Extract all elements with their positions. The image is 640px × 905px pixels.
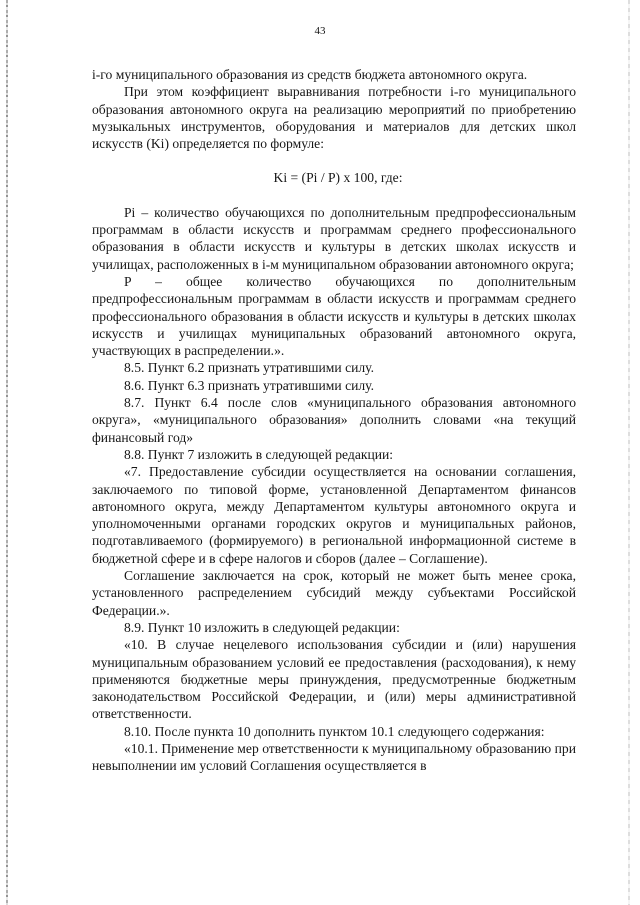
- scan-edge-left: [6, 0, 8, 905]
- paragraph-pi-definition: Pi – количество обучающихся по дополнительным предпрофессиональным программам в области искусств и программам среднего профессионального образования в области искусств и культуры в детских школах искусств и училищах, расположенных в i-м муниципальном образовании автономного округа;: [92, 204, 576, 272]
- scan-edge-right: [628, 0, 630, 905]
- paragraph-8-8: 8.8. Пункт 7 изложить в следующей редакции:: [124, 446, 394, 462]
- paragraph-clause-10: «10. В случае нецелевого использования субсидии и (или) нарушения муниципальным образованием условий ее предоставления (расходования), к нему применяются бюджетные меры принуждения, предусмотренные бюджетным законодательством Российской Федерации, и (или) меры административной ответственности.: [92, 637, 576, 722]
- paragraph-8-5: 8.5. Пункт 6.2 признать утратившими силу.: [124, 360, 375, 376]
- paragraph-8-6: 8.6. Пункт 6.3 признать утратившими силу.: [124, 377, 375, 393]
- paragraph-clause-7: «7. Предоставление субсидии осуществляется на основании соглашения, заключаемого по типовой форме, установленной Департаментом финансов автономного округа, между Департаментом культуры автономного округа и уполномоченными органами городских округов и муниципальных районов, подготавливаемого (формируемого) в региональной информационной системе в бюджетной сфере и в сфере налогов и сборов (далее – Соглашение).: [92, 464, 576, 566]
- paragraph-clause-10-1: «10.1. Применение мер ответственности к муниципальному образованию при невыполнении им условий Соглашения осуществляется в: [92, 740, 576, 774]
- paragraph-continuation: i-го муниципального образования из средств бюджета автономного округа.: [92, 67, 528, 82]
- paragraph-8-7: 8.7. Пункт 6.4 после слов «муниципального образования автономного округа», «муниципального образования» дополнить словами «на текущий финансовый год»: [92, 395, 576, 445]
- page-number: 43: [314, 25, 326, 37]
- paragraph-8-9: 8.9. Пункт 10 изложить в следующей редакции:: [124, 619, 400, 635]
- formula: Ki = (Pi / P) х 100, где:: [273, 170, 403, 186]
- document-body: [92, 66, 576, 775]
- paragraph-agreement-term: Соглашение заключается на срок, который не может быть менее срока, установленного распределением субсидий между субъектами Российской Федерации.».: [92, 568, 576, 618]
- paragraph-8-10: 8.10. После пункта 10 дополнить пунктом 10.1 следующего содержания:: [124, 723, 545, 739]
- paragraph-coefficient-intro: При этом коэффициент выравнивания потребности i-го муниципального образования автономного округа на реализацию мероприятий по приобретению музыкальных инструментов, оборудования и материалов для детских школ искусств (Ki) определяется по формуле:: [92, 84, 576, 152]
- paragraph-p-definition: P – общее количество обучающихся по дополнительным предпрофессиональным программам в области искусств и программам среднего профессионального образования в области искусств и культуры в детских школах искусств и училищах муниципальных образований автономного округа, участвующих в распределении.».: [92, 273, 576, 359]
